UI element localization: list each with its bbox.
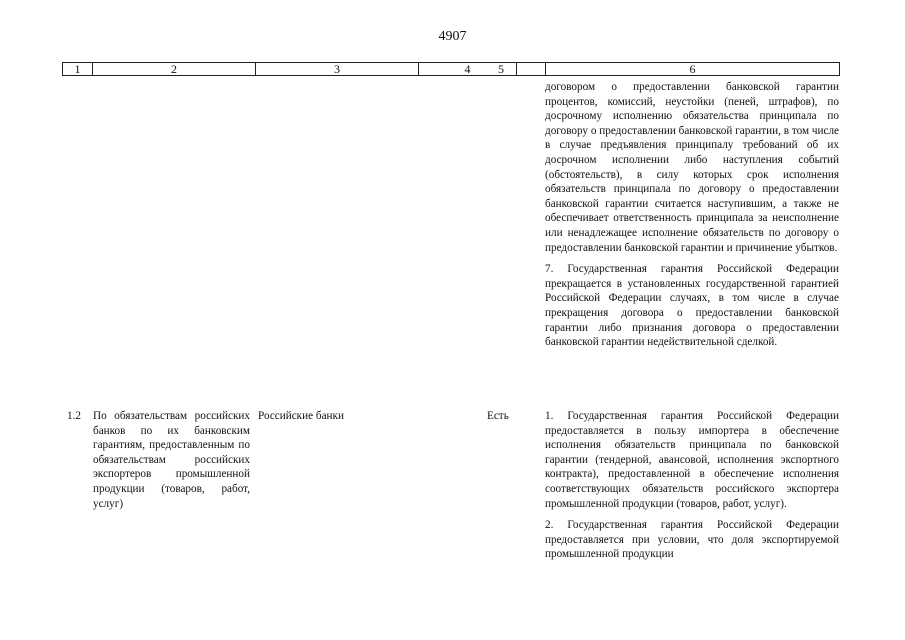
header-col-4: 4 xyxy=(419,63,517,75)
continuation-text-block xyxy=(545,80,839,350)
header-col-2: 2 xyxy=(93,63,256,75)
continuation-paragraph: 7. Государственная гарантия Российской Федерации прекращается в установленных государственной гарантией Российской Федерации случаях, в том числе в случае прекращения договора о предоставлении банковской гарантии либо признания договора о предоставлении банковской гарантии недействительной сделкой. xyxy=(545,263,839,349)
header-col-5: 5 xyxy=(457,63,546,75)
page-number: 4907 xyxy=(438,29,467,44)
row-description: По обязательствам российских банков по их банковским гарантиям, предоставленным по обязательствам российских экспортеров промышленной продукции (товаров, работ, услуг) xyxy=(93,410,250,510)
row-principal: Российские банки xyxy=(258,410,344,422)
header-col-6: 6 xyxy=(689,62,696,76)
condition-paragraph: 2. Государственная гарантия Российской Федерации предоставляется при условии, что доля экспортируемой промышленной продукции xyxy=(545,519,839,561)
table-header-row xyxy=(62,62,840,76)
row-number: 1.2 xyxy=(67,410,81,422)
row-conditions-block xyxy=(545,409,839,562)
header-col-1: 1 xyxy=(63,63,93,75)
row-recourse: Есть xyxy=(487,410,509,422)
condition-paragraph: 1. Государственная гарантия Российской Федерации предоставляется в пользу импортера в обеспечение исполнения обязательств принципала по банковской гарантии (тендерной, авансовой, исполнения экспортного контракта), предоставленной в обеспечение исполнения соответствующих обязательств российского экспортера промышленной продукции (товаров, работ, услуг). xyxy=(545,410,839,510)
continuation-paragraph: договором о предоставлении банковской гарантии процентов, комиссий, неустойки (пеней, штрафов), по досрочному исполнению обязательства принципала по договору о предоставлении банковской гарантии, в том числе в случае предъявления принципалу требований об их досрочном исполнении либо наступления событий (обстоятельств), в силу которых срок исполнения обязательств принципала по договору о предоставлении банковской гарантии считается наступившим, а также не обеспечивает ответственность принципала за неисполнение или ненадлежащее исполнение обязательств по договору о предоставлении банковской гарантии и причинение убытков. xyxy=(545,81,839,254)
header-col-3: 3 xyxy=(256,63,419,75)
